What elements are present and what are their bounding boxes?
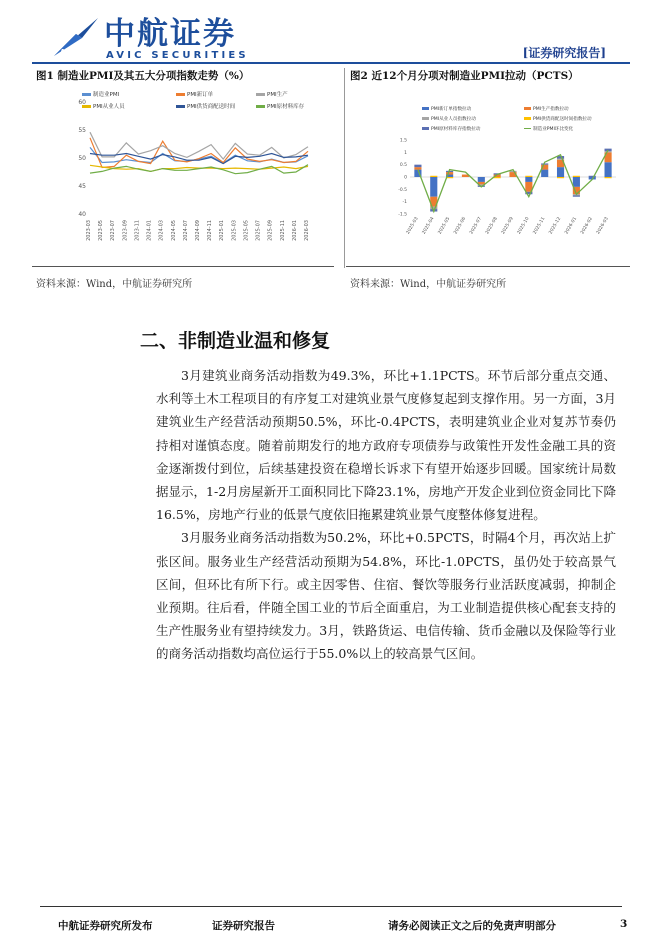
x-tick-label: 2025-08 xyxy=(485,216,499,236)
figure2-plot xyxy=(396,86,622,260)
logo-english: AVIC SECURITIES xyxy=(106,50,249,61)
x-tick-label: 2023-05 xyxy=(98,220,105,241)
x-tick-label: 2026-01 xyxy=(291,220,298,241)
bar-segment-PMI新订单指数拉动 xyxy=(525,177,532,182)
figure2-title: 图2 近12个月分项对制造业PMI拉动（PCTS） xyxy=(350,70,579,82)
bar-segment-PMI供货商配送时间指数拉动 xyxy=(573,176,580,177)
x-tick-label: 2024-01 xyxy=(146,220,153,241)
y-tick-label: 55 xyxy=(78,127,86,134)
bar-segment-PMI供货商配送时间指数拉动 xyxy=(430,176,437,177)
y-tick-label: 1 xyxy=(404,150,407,156)
y-tick-label: 1.5 xyxy=(399,138,407,144)
y-tick-label: -1 xyxy=(402,200,407,206)
figure2-chart xyxy=(396,86,622,260)
figure-divider xyxy=(344,68,345,268)
y-tick-label: 40 xyxy=(78,211,86,218)
figure2-bottom-rule xyxy=(346,266,630,267)
bar-segment-PMI供货商配送时间指数拉动 xyxy=(605,177,612,178)
x-tick-label: 2024-07 xyxy=(182,220,189,241)
bar-segment-PMI生产指数拉动 xyxy=(414,167,421,169)
x-tick-label: 2024-09 xyxy=(195,220,201,241)
report-type-tag: [证券研究报告] xyxy=(522,46,606,60)
x-tick-label: 2023-11 xyxy=(134,220,141,241)
y-tick-label: -0.5 xyxy=(398,187,407,193)
bar-segment-PMI新订单指数拉动 xyxy=(573,177,580,187)
y-tick-label: 0 xyxy=(404,175,407,181)
avic-logo-icon xyxy=(52,16,100,60)
footer-report-type: 证券研究报告 xyxy=(212,920,275,932)
figure2-legend-item: PMI从业人员指数拉动 xyxy=(422,116,476,122)
x-tick-label: 2024-11 xyxy=(207,220,214,241)
x-tick-label: 2025-07 xyxy=(255,220,262,241)
y-tick-label: 50 xyxy=(78,155,86,162)
x-tick-label: 2025-09 xyxy=(500,216,515,236)
x-tick-label: 2025-11 xyxy=(279,220,286,241)
x-tick-label: 2024-03 xyxy=(158,220,165,241)
figure1-plot xyxy=(72,86,320,256)
x-tick-label: 2025-01 xyxy=(219,220,226,241)
section-title: 二、非制造业温和修复 xyxy=(140,330,331,352)
bar-segment-PMI新订单指数拉动 xyxy=(541,170,548,177)
figure2-source: 资料来源：Wind，中航证券研究所 xyxy=(350,279,507,290)
y-tick-label: 45 xyxy=(78,183,86,190)
figure1-source: 资料来源：Wind，中航证券研究所 xyxy=(36,279,193,290)
bar-segment-PMI生产指数拉动 xyxy=(446,172,453,174)
x-tick-label: 2025-12 xyxy=(548,216,563,236)
figure1-legend-item: PMI供货商配送时间 xyxy=(176,102,235,110)
x-tick-label: 2026-02 xyxy=(580,216,594,236)
x-tick-label: 2024-05 xyxy=(170,220,177,241)
x-tick-label: 2023-09 xyxy=(122,220,129,241)
x-tick-label: 2026-03 xyxy=(304,220,310,241)
figure1-chart xyxy=(72,86,320,256)
x-tick-label: 2025-06 xyxy=(453,216,468,236)
bar-segment-PMI原材料库存指数拉动 xyxy=(414,165,421,167)
x-tick-label: 2025-09 xyxy=(267,220,274,241)
logo-badge-text: AVIC xyxy=(60,48,79,56)
figure1-legend-item: PMI生产 xyxy=(256,90,288,98)
y-tick-label: 0.5 xyxy=(399,163,407,169)
footer-divider xyxy=(40,906,622,907)
bar-segment-PMI新订单指数拉动 xyxy=(557,167,564,177)
paragraph-construction: 3月建筑业商务活动指数为49.3%，环比+1.1PCTS。环节后部分重点交通、水利等土木工程项目的有序复工对建筑业景气度修复起到支撑作用。另一方面，3月建筑业生产经营活动预期50.5%，环比-0.4PCTS，表明建筑业企业对复苏节奏仍持相对谨慎态度。随着前期发行的地方政府专项债券与政策性开发性金融工具的资金逐渐拨付到位，后续基建投资在稳增长诉求下有望开始逐步回暖。国家统计局数据显示，1-2月房屋新开工面积同比下降23.1%，房地产开发企业到位资金同比下降16.5%，房地产行业的低景气度依旧拖累建筑业景气度整体修复进程。 xyxy=(156,368,616,523)
y-tick-label: 60 xyxy=(78,99,86,106)
page-number: 3 xyxy=(620,918,628,930)
figure1-legend-item: PMI新订单 xyxy=(176,90,213,98)
header-divider xyxy=(32,62,630,64)
x-tick-label: 2026-03 xyxy=(596,216,610,236)
figure1-title: 图1 制造业PMI及其五大分项指数走势（%） xyxy=(36,70,250,82)
x-tick-label: 2025-03 xyxy=(405,216,420,236)
figure1-legend-item: 制造业PMI xyxy=(82,90,119,98)
paragraph-services: 3月服务业商务活动指数为50.2%，环比+0.5PCTS，时隔4个月，再次站上扩张区间。服务业生产经营活动预期为54.8%，环比-1.0PCTS，虽仍处于较高景气区间，但环比有所下行。或主因零售、住宿、餐饮等服务行业活跃度减弱，抑制企业预期。往后看，伴随全国工业的节后全面重启，为工业制造提供核心配套支持的生产性服务业有望持续发力。3月，铁路货运、电信传输、货币金融以及保险等行业的商务活动指数均高位运行于55.0%以上的较高景气区间。 xyxy=(156,530,616,662)
x-tick-label: 2025-05 xyxy=(243,220,250,241)
bar-segment-PMI从业人员指数拉动 xyxy=(430,207,437,209)
x-tick-label: 2023-03 xyxy=(86,220,92,241)
bar-segment-PMI新订单指数拉动 xyxy=(430,177,437,197)
footer-disclaimer: 请务必阅读正文之后的免责声明部分 xyxy=(388,920,556,932)
figure2-legend-item: 制造业PMI环比变化 xyxy=(524,126,573,132)
figure1-legend-item: PMI原材料库存 xyxy=(256,102,304,110)
figure2-legend-item: PMI新订单指数拉动 xyxy=(422,106,471,112)
figure1-bottom-rule xyxy=(32,266,334,267)
footer-publisher: 中航证券研究所发布 xyxy=(58,920,153,932)
x-tick-label: 2025-04 xyxy=(421,216,436,236)
bar-segment-PMI供货商配送时间指数拉动 xyxy=(525,176,532,177)
y-tick-label: -1.5 xyxy=(398,212,407,218)
bar-segment-PMI供货商配送时间指数拉动 xyxy=(557,177,564,178)
x-tick-label: 2026-01 xyxy=(564,216,579,236)
figure2-legend-item: PMI原材料库存指数拉动 xyxy=(422,126,480,132)
figure2-legend-item: PMI供货商配送时间指数拉动 xyxy=(524,116,592,122)
body-text xyxy=(156,364,616,666)
x-tick-label: 2023-07 xyxy=(110,220,117,241)
x-tick-label: 2025-05 xyxy=(437,216,452,236)
figure1-legend-item: PMI从业人员 xyxy=(82,102,125,110)
series-line-PMI新订单 xyxy=(90,138,308,168)
bar-segment-PMI新订单指数拉动 xyxy=(478,177,485,182)
x-tick-label: 2025-03 xyxy=(231,220,238,241)
logo-chinese: 中航证券 xyxy=(104,16,236,52)
figure2-legend-item: PMI生产指数拉动 xyxy=(524,106,569,112)
x-tick-label: 2025-11 xyxy=(532,216,547,236)
bar-segment-PMI新订单指数拉动 xyxy=(605,162,612,177)
x-tick-label: 2025-10 xyxy=(516,216,531,236)
x-tick-label: 2025-07 xyxy=(469,216,484,236)
bar-segment-PMI原材料库存指数拉动 xyxy=(573,196,580,197)
